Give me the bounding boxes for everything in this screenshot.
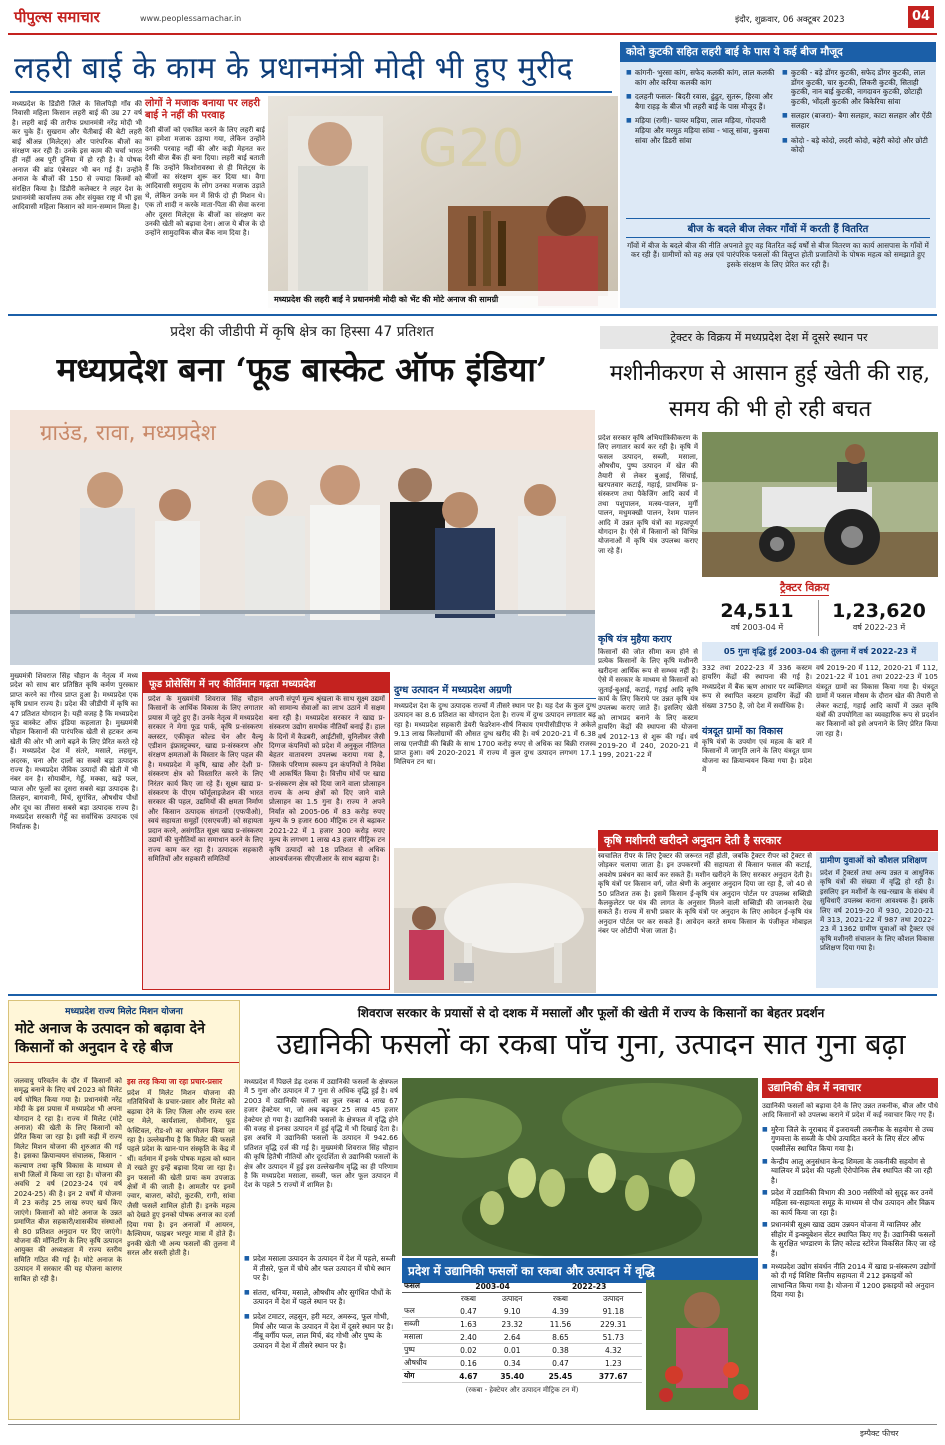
food-basket-photo-art xyxy=(10,410,595,665)
tractor-photo xyxy=(702,432,938,577)
top-story-headline: लहरी बाई के काम के प्रधानमंत्री मोदी भी हुए मुरीद xyxy=(14,51,574,86)
kodo-item: ■ कोदो - बड़े कोदो, लदरी कोदो, बहेरी कोदो और छोटी कोदो xyxy=(782,136,932,155)
milk-photo xyxy=(394,848,596,993)
milk-box xyxy=(394,682,596,992)
milk-title: दुग्ध उत्पादन में मध्यप्रदेश अग्रणी xyxy=(394,682,596,699)
masthead xyxy=(0,0,945,36)
kodo-left-list xyxy=(626,68,776,150)
horticulture-bullet: ■ प्रदेश मसाला उत्पादन के उत्पादन में देश में पहले, सब्जी में तीसरे, फूल में चौथे और फल उत्पादन में चौथे स्थान पर है। xyxy=(244,1254,398,1283)
horticulture-kicker: शिवराज सरकार के प्रयासों से दो दशक में मसालों और फूलों की खेती में राज्य के किसानों का बेहतर प्रदर्शन xyxy=(357,1006,825,1020)
table-cell: 8.65 xyxy=(536,1331,584,1344)
table-cell: 25.45 xyxy=(536,1370,584,1383)
horticulture-bullet: ■ प्रदेश टमाटर, लहसुन, हरी मटर, अमरूद, फूल गोभी, मिर्च और प्याज के उत्पादन में देश में दूसरे स्थान पर है। नींबू वर्गीय फल, लाल मिर्च, बंद गोभी और पुष्प के उत्पादन में देश में तीसरे स्थान पर है। xyxy=(244,1312,398,1350)
stat-divider xyxy=(818,600,819,636)
horticulture-bullet: ■ संतरा, धनिया, मसाले, औषधीय और सुगंधित पौधों के उत्पादन में देश में पहले स्थान पर है। xyxy=(244,1288,398,1307)
table-cell: योग xyxy=(402,1370,449,1383)
food-basket-col-left xyxy=(10,672,138,990)
seed-section xyxy=(626,218,930,269)
kodo-item: ■ मड़िया (रागी)- चायर मड़िया, लाल मड़िया, गोदपारी मड़िया और मरमुठ मड़िया सांवा - भालू सांवा, कुसवा सांवा और डिडरी सांवा xyxy=(626,116,776,145)
horticulture-table-wrap xyxy=(402,1280,642,1395)
food-basket-body: मुख्यमंत्री शिवराज सिंह चौहान के नेतृत्व में मध्य प्रदेश को साथ बार प्रतिष्ठित कृषि कर्मण पुरस्कार प्राप्त करने का गौरव प्राप्त हुआ है। मध्यप्रदेश एक कृषि प्रधान राज्य है। प्रदेश की जीडीपी में कृषि का 47 प्रतिशत योगदान है। यही वजह है कि मध्यप्रदेश फूड बास्केट ऑफ इंडिया कहलाता है। मुख्यमंत्री चौहान किसानों की पारंपरिक खेती से हटकर अन्य खेती की ओर भी आगे बढ़ने के लिए प्रेरित करते रहे हैं। मध्यप्रदेश देश में संतरे, मसाले, लहसुन, अदरक, चना और दालों का सबसे बड़ा उत्पादक राज्य है। मध्यप्रदेश जैविक उत्पादों की खेती में भी नंबर वन है। सोयाबीन, गेहूँ, मक्का, खड़े फल, प्याज और फूलों का दूसरा सबसे बड़ा उत्पादक है। तिलहन, बागवानी, मिर्च, सुगंधित, औषधीय पौधों और दूध का तीसरा सबसे बड़ा उत्पादक राज्य है। मध्यप्रदेश सरकारी गेहूँ का सर्वाधिक उत्पादक एवं निर्यातक है। xyxy=(10,672,138,831)
table-cell: 91.18 xyxy=(585,1305,642,1318)
millet-col-2 xyxy=(127,1077,235,1415)
table-row xyxy=(402,1357,642,1370)
stat-label: वर्ष 2022-23 में xyxy=(852,623,906,632)
horticulture-bullets xyxy=(244,1254,398,1404)
skill-title: ग्रामीण युवाओं को कौशल प्रशिक्षण xyxy=(820,856,927,866)
seed-body: गाँवों में बीज के बदले बीज की नीति अपनाते हुए वह वितरित कई वर्षों से बीज वितरण का कार्य आसपास के गाँवों में कर रही हैं। ग्रामीणों को वह अन्न एवं पारंपरिक फसलों की विलुप्त होती प्रजातियों के पोषक महत्व को समझाते हुए इसके संरक्षण के लिए प्रेरित कर रही हैं। xyxy=(627,241,929,269)
food-basket-kicker: प्रदेश की जीडीपी में कृषि क्षेत्र का हिस्सा 47 प्रतिशत xyxy=(170,324,434,340)
yantra-title: कृषि यंत्र मुहैया कराए xyxy=(598,634,672,645)
tractor-photo-art xyxy=(702,432,938,577)
masthead-rule xyxy=(8,33,937,35)
svg-text:G20: G20 xyxy=(418,119,525,179)
processing-body-1: प्रदेश के मुख्यमंत्री शिवराज सिंह चौहान किसानों के आर्थिक विकास के लिए लगातार प्रयास में जुटे हुए हैं। उनके नेतृत्व में मध्यप्रदेश सरकार ने मेगा फूड पार्क, कृषि प्र-संस्करण क्लस्टर, एकीकृत कोल्ड चेन और वैल्यू एडीशन इंफ्रास्ट्रक्चर, खाद्य प्र-संस्करण और संरक्षण क्षमताओं के विस्तार के लिए पहल की है। मध्यप्रदेश में कृषि, खाद्य और देशी प्र-संस्करण क्षेत्र को विस्तारित करने के लिए निरंतर कार्य किए जा रहे हैं। सूक्ष्म खाद्य प्र-संस्करण के पीएम फॉर्मूलाइजेशन की भारत सरकार की पहल, उद्यमियों की क्षमता निर्माण और किसान उत्पादक संगठनों (एफपीओ), स्वयं सहायता समूहों (एसएचजी) को सहायता प्रदान करने, असंगठित सूक्ष्म खाद्य प्र-संस्करण उद्यमों की चुनौतियों का समाधान करने के लिए राज्य काम कर रहा है। उत्पादक सहकारी समितियों और सहकारी समितियों xyxy=(148,695,263,863)
table-cell: 0.02 xyxy=(449,1344,488,1357)
innovation-intro: उद्यानिकी फसलों को बढ़ावा देने के लिए उन्नत तकनीक, बीज और पौधे आदि किसानों को उपलब्ध कराने में प्रदेश में कई नवाचार किए गए हैं। xyxy=(762,1102,938,1120)
footer-rule xyxy=(8,1424,937,1425)
sub-story-body: देसी बीजों को एकत्रित करने के लिए लहरी बाई का हमेशा मजाक उड़ाया गया, लेकिन उन्होंने उनकी परवाह नहीं की और कड़ी मेहनत कर देसी बीज बैंक ही बना दिया। लहरी बाई बताती हैं कि उन्होंने किशोरावस्था से ही मिलेट्स के बीजों का संरक्षण शुरू कर दिया था। वैगा आदिवासी समुदाय के लोग उनका मजाक उड़ाते थे, लेकिन उनके मन में सिर्फ दो ही मिशन थे। एक तो शादी न करके माता-पिता की सेवा करना और दूसरा मिलेट्स के बीजों का संरक्षण कर उनकी खेती को बढ़ावा देना। आज ये बीज के दो उन्होंने सामुदायिक बीज बैंक नाम दिया है। xyxy=(145,126,265,238)
kodo-item: ■ दलहनी फसल- बिदरी रवास, ढुंढुर, सुतरू, हिरवा और बैगा राहड़ के बीज भी लहरी बाई के पास मौजूद हैं। xyxy=(626,92,776,111)
table-cell: 0.38 xyxy=(536,1344,584,1357)
tomato-photo xyxy=(646,1280,758,1410)
lahari-bai-photo xyxy=(268,96,618,308)
subsidy-body: स्वचालित रीपर के लिए ट्रैक्टर की जरूरत नहीं होती, जबकि ट्रैक्टर रीपर को ट्रैक्टर से जोड़कर चलाया जाता है। इन उपकरणों की सहायता से किसान फसल की कटाई, अवशेष प्रबंधन का कार्य कर सकते हैं। मशीन खरीदने के लिए सरकार अनुदान देती है। कृषि यंत्रों पर किसान वर्ग, जोत श्रेणी के अनुसार अनुदान दिया जा रहा है, जो 40 से 50 प्रतिशत तक है। इसमें किसान ई-कृषि यंत्र अनुदान पोर्टल पर उपलब्ध सब्सिडी कैलकुलेटर पर यंत्र की लागत के अनुसार मिलने वाली सब्सिडी की जानकारी देख सकते हैं। राज्य में सभी प्रकार के कृषि यंत्रों पर अनुदान के लिए आवेदन ई-कृषि यंत्र अनुदान पोर्टल पर कर सकते हैं। आवेदन करते समय किसान के पंजीकृत मोबाइल नंबर पर ओटीपी भेजा जाता है। xyxy=(598,852,812,936)
seed-title: बीज के बदले बीज लेकर गाँवों में करती हैं वितरित xyxy=(626,218,930,238)
horticulture-table-title: प्रदेश में उद्यानिकी फसलों का रकबा और उत्पादन में वृद्धि xyxy=(402,1258,758,1283)
millet-body-2-head: इस तरह किया जा रहा प्रचार-प्रसार xyxy=(127,1077,223,1086)
dateline: इंदौर, शुक्रवार, 06 अक्टूबर 2023 xyxy=(735,15,845,25)
table-cell: पुष्प xyxy=(402,1344,449,1357)
milk-body: मध्यप्रदेश देश के दुग्ध उत्पादक राज्यों में तीसरे स्थान पर है। यह देश के कुल दुग्ध उत्पादन का 8.6 प्रतिशत का योगदान देता है। राज्य में दुग्ध उत्पादन लगातार बढ़ रहा है। मध्यप्रदेश सहकारी डेयरी फेडरेशन-शीर्ष निकाय एमपीसीडीएफ ने अकेले 9.13 लाख किलोग्रामों की औसत दुग्ध खरीद की है। वर्ष 2020-21 में 6.38 लाख एलपीडी की बिक्री के साथ 1700 करोड़ रुपए से अधिक का बिक्री राजस्व प्राप्त हुआ। वर्ष 2020-2021 में राज्य में कुल दुग्ध उत्पादन लगभग 17.1 मिलियन टन था। xyxy=(394,702,596,767)
innovation-list xyxy=(762,1125,938,1300)
table-subheader: उत्पादन xyxy=(603,1294,624,1303)
table-row xyxy=(402,1305,642,1318)
milk-photo-art xyxy=(394,848,596,993)
table-subheader: रकबा xyxy=(460,1294,476,1303)
table-cell: मसाला xyxy=(402,1331,449,1344)
innovation-item: ■ प्रधानमंत्री सूक्ष्म खाद्य उद्यम उन्नयन योजना में ग्वालियर और सीहोर में इन्क्यूबेशन सेंटर स्थापित किए गए हैं। उद्यानिकी फसलों के सुरक्षित भण्डारण के लिए कोल्ड स्टोरेज विकसित किए जा रहे हैं। xyxy=(762,1220,938,1258)
skill-body: प्रदेश में ट्रैक्टर्स तथा अन्य उन्नत व आधुनिक कृषि यंत्रों की संख्या में वृद्धि हो रही है। इसलिए इन मशीनों के रख-रखाव के संबंध में सुविधाएँ उपलब्ध कराना आवश्यक है। इसके लिए वर्ष 2019-20 में 930, 2020-21 में 313, 2021-22 में 987 तथा 2022-23 में 1362 ग्रामीण युवाओं को ट्रैक्टर एवं कृषि मशीनरी संचालन के लिए कौशल विकास प्रशिक्षण दिया गया है। xyxy=(820,869,934,953)
table-row xyxy=(402,1318,642,1331)
table-header: 2022-23 xyxy=(536,1280,642,1293)
kodo-item: ■ सलहार (बाजरा)- बैगा सलहार, काटा सलहार और ऐंठी सलहार xyxy=(782,111,932,130)
millet-body-1: जलवायु परिवर्तन के दौर में किसानों को समृद्ध बनाने के लिए वर्ष 2023 को मिलेट वर्ष घोषित किया गया है। प्रधानमंत्री नरेंद्र मोदी के इस प्रयास में मध्यप्रदेश भी अपना योगदान दे रहा है। राज्य में मिलेट (मोटे अनाज) की खेती के लिए किसानों को प्रेरित किया जा रहा है। इसी कड़ी में राज्य मिलेट मिशन योजना की शुरुआत की गई है। इसका क्रियान्वयन संचालक, किसान - कल्याण तथा कृषि विकास के माध्यम से सभी जिलों में किया जा रहा है। योजना की अवधि 2 वर्ष (2023-24 एवं वर्ष 2024-25) की है। इन 2 वर्षों में योजना में 23 करोड़ 25 लाख रुपए खर्च किए जाएंगे। किसानों को मोटे अनाज के उन्नत प्रमाणित बीज सहकारी/शासकीय संस्थाओं से 80 प्रतिशत अनुदान पर दिए जाएंगे। योजना की मॉनिटरिंग के लिए कृषि उत्पादन आयुक्त की अध्यक्षता में राज्य स्तरीय समिति गठित की गई है। मोटे अनाज के उत्पादन में सरकार की यह योजना कारगर साबित हो रही है। xyxy=(14,1077,122,1283)
millet-box xyxy=(8,1000,240,1420)
table-note: (रकबा - हेक्टेयर और उत्पादन मीट्रिक टन में) xyxy=(465,1386,579,1394)
skill-box xyxy=(816,852,938,988)
table-header: फसल xyxy=(402,1280,449,1293)
table-cell: 2.64 xyxy=(488,1331,536,1344)
table-cell: 0.01 xyxy=(488,1344,536,1357)
processing-box xyxy=(142,672,390,990)
sub-story-headline: लोगों ने मजाक बनाया पर लहरी बाई ने नहीं की परवाह xyxy=(145,98,260,121)
food-basket-headline: मध्यप्रदेश बना ‘फूड बास्केट ऑफ इंडिया’ xyxy=(56,350,548,389)
millet-body-2: प्रदेश में मिलेट मिशन योजना की गतिविधियों के प्रचार-प्रसार और मिलेट को बढ़ावा देने के लिए जिला और राज्य स्तर पर मेले, कार्यशाला, सेमीनार, फूड फेस्टिवल, रोड-शो का आयोजन किया जा रहा है। उल्लेखनीय है कि मिलेट की फसलें पहले प्रदेश के खान-पान संस्कृति के केंद्र में थीं। वर्तमान में इनके पोषक महत्व को ध्यान में रखते हुए इन्हें बढ़ावा दिया जा रहा है। इन फसलों की खेती प्रायः कम उपजाऊ क्षेत्रों में की जाती है। आमतौर पर इनमें ज्वार, बाजरा, कोदो, कुटकी, रागी, सांवा जैसी फसलें शामिल होती हैं। इनके महत्व को देखते हुए इनको पोषक अनाज का दर्जा दिया गया है। इन अनाजों में आयरन, कैल्शियम, फाइबर भरपूर मात्रा में होते हैं। इनकी खेती भी अन्य फसलों की तुलना में सरल और सस्ती होती है। xyxy=(127,1089,235,1257)
yantra-body: किसानों की जोत सीमा कम होने से प्रत्येक किसानों के लिए कृषि मशीनरी खरीदना आर्थिक रूप से सम्भव नहीं है। ऐसे में सरकार के माध्यम से किसानों को जुताई-बुआई, कटाई, गहाई आदि कृषि कार्य के लिए किराये पर उन्नत कृषि यंत्र उपलब्ध कराए जाते हैं। इसलिए खेती को लाभप्रद बनाने के लिए कस्टम हायरिंग केंद्रों की स्थापना की योजना वर्ष 2012-13 से शुरू की गई। वर्ष 2019-20 में 240, 2020-21 में 199, 2021-22 में xyxy=(598,648,698,760)
table-cell: 2.40 xyxy=(449,1331,488,1344)
innovation-title: उद्यानिकी क्षेत्र में नवाचार xyxy=(762,1078,938,1098)
table-cell: 51.73 xyxy=(585,1331,642,1344)
photo-caption: मध्यप्रदेश की लहरी बाई ने प्रधानमंत्री मोदी को भेंट की मोटे अनाज की सामग्री xyxy=(268,291,618,308)
processing-title: फूड प्रोसेसिंग में नए कीर्तिमान गढ़ता मध्यप्रदेश xyxy=(143,673,389,693)
millet-headline: मोटे अनाज के उत्पादन को बढ़ावा देने किसानों को अनुदान दे रहे बीज xyxy=(9,1020,239,1063)
section-divider xyxy=(8,994,937,996)
horticulture-headline: उद्यानिकी फसलों का रकबा पाँच गुना, उत्पादन सात गुना बढ़ा xyxy=(276,1027,906,1061)
table-cell: 0.16 xyxy=(449,1357,488,1370)
table-cell: 35.40 xyxy=(488,1370,536,1383)
innovation-item: ■ केन्द्रीय आलू अनुसंधान केन्द्र शिमला के तकनीकी सहयोग से ग्वालियर में प्रदेश की पहली ऐरोपोनिक लैब स्थापित की जा रही है। xyxy=(762,1157,938,1186)
gram-body-2: वर्ष 2019-20 में 112, 2020-21 में 112, 2021-22 में 101 तथा 2022-23 में 105 यंत्रदूत ग्रामों का विकास किया गया है। यंत्रदूत ग्रामों में फसल मौसम के दौरान खेत की तैयारी से लेकर कटाई, गहाई आदि कार्यों में उन्नत कृषि यंत्रों की उपयोगिता का व्यवहारिक रूप से प्रदर्शन कर किसानों को इसे अपनाने के लिए प्रेरित किया जा रहा है। xyxy=(816,664,938,738)
innovation-item: ■ मध्यप्रदेश उद्योग संवर्धन नीति 2014 में खाद्य प्र-संस्करण उद्योगों को दी गई विशिष्ट वित्तीय सहायता में 212 इकाइयों को लाभान्वित किया गया है। योजना में 1200 इकाइयों को अनुदान दिया गया है। xyxy=(762,1262,938,1300)
food-basket-photo xyxy=(10,410,595,665)
table-row xyxy=(402,1331,642,1344)
processing-body-2: अपनी संपूर्ण मूल्य श्रृंखला के साथ सूक्ष्म उद्यमों को सामान्य सेवाओं का लाभ उठाने में सक्षम बना रही है। मध्यप्रदेश सरकार ने खाद्य प्र-संस्करण उद्योग समर्थक नीतियाँ बनाई हैं। हाल के दिनों में कैडबरी, आईटीसी, यूनिलीवर जैसी दिग्गज कंपनियों को प्रदेश में अनुकूल नीतिगत बेहतर वातावरण उपलब्ध कराया गया है, जिसके परिणाम स्वरूप इन कंपनियों ने निवेश भी आकर्षित किया है। वित्तीय मोर्चे पर खाद्य प्र-संस्करण क्षेत्र को दिया जाने वाला प्रोत्साहन राज्य के अन्य क्षेत्रों को दिए जाने वाले प्रोत्साहन का 1.5 गुना है। राज्य ने अपने निर्यात को 2005-06 में 83 करोड़ रुपए मूल्य के 9 हजार 600 मीट्रिक टन से बढ़ाकर 2021-22 में 1 हजार 300 करोड़ रुपए मूल्य के लगभग 1 लाख 43 हजार मीट्रिक टन कृषि उत्पादों को 18 प्रतिशत से अधिक आश्चर्यजनक सीएजीआर के साथ बढ़ाया है। xyxy=(269,695,385,863)
table-cell: 11.56 xyxy=(536,1318,584,1331)
table-cell: 9.10 xyxy=(488,1305,536,1318)
stat-value: 1,23,620 xyxy=(832,600,926,622)
website-url[interactable]: www.peoplessamachar.in xyxy=(140,14,242,23)
yantra-body-2: 332 तथा 2022-23 में 336 कस्टम हायरिंग केंद्रों की स्थापना की गई है। मध्यप्रदेश में बैंक ऋण आधार पर व्यक्तिगत रूप से स्थापित कस्टम हायरिंग केंद्रों की संख्या 3750 है, जो देश में सर्वाधिक है। xyxy=(702,664,812,710)
mango-photo xyxy=(402,1078,758,1256)
table-row xyxy=(402,1344,642,1357)
tractor-kicker: ट्रेक्टर के विक्रय में मध्यप्रदेश देश में दूसरे स्थान पर xyxy=(600,326,938,349)
tractor-stat-1 xyxy=(702,600,812,633)
kodo-item: ■ कुटकी - बड़े डोंगर कुटकी, सफेद डोंगर कुटकी, लाल डोंगर कुटकी, चार कुटकी, लिकरी कुटकी, सिताही कुटकी, नान बाई कुटकी, नागदावन कुटकी, छोटाही कुटकी, भोंदली कुटकी और बिकेरिया सांवा xyxy=(782,68,932,106)
table-subheader-row xyxy=(402,1293,642,1306)
banner-text: ग्राउंड, रावा, मध्यप्रदेश xyxy=(40,421,216,446)
table-cell: 377.67 xyxy=(585,1370,642,1383)
table-cell: 0.34 xyxy=(488,1357,536,1370)
table-cell: 23.32 xyxy=(488,1318,536,1331)
table-header-row xyxy=(402,1280,642,1293)
table-cell: 1.23 xyxy=(585,1357,642,1370)
tractor-stat-2 xyxy=(824,600,934,633)
table-cell: औषधीय xyxy=(402,1357,449,1370)
table-cell: 4.39 xyxy=(536,1305,584,1318)
kodo-box-title: कोदो कुटकी सहित लहरी बाई के पास ये कई बीज मौजूद xyxy=(620,42,936,62)
table-row xyxy=(402,1370,642,1383)
table-cell: 1.63 xyxy=(449,1318,488,1331)
top-story-body: मध्यप्रदेश के डिंडौरी जिले के सिलपिड़ी गाँव की निवासी महिला किसान लहरी बाई की उम्र 27 वर्ष है। लहरी बाई की तारीफ प्रधानमंत्री नरेंद्र मोदी भी कर चुके हैं। सुखराम और चैतीबाई की बेटी लहरी बाई श्रीअन्न (मिलेट्स) और पारंपरिक बीजों का संरक्षण कर रही हैं। उनके इस काम की चर्चा भारत ही नहीं अब पूरी दुनिया में हो रही है। वे पोषक अनाज की ब्रांड एंबेसडर भी बन गई हैं। उन्होंने अनाज के बीजों की 150 से ज्यादा किस्मों को संरक्षित किया है। डिंडौरी कलेक्टर ने लहर देश के प्रधानमंत्री कार्यालय तक और संयुक्त राष्ट्र में भी इस आदिवासी महिला किसान को मान-सम्मान मिला है। xyxy=(12,100,142,212)
lahari-bai-photo-art xyxy=(268,96,618,308)
table-subheader: रकबा xyxy=(552,1294,568,1303)
tractor-headline: मशीनीकरण से आसान हुई खेती की राह, समय की भी हो रही बचत xyxy=(609,361,931,422)
innovation-item: ■ मुरैना जिले के नूराबाद में इजरायली तकनीक के सहयोग से उच्च गुणवत्ता के सब्जी के पौधे उत्पादित करने के लिए सेंटर ऑफ एक्सीलेंस स्थापित किया गया है। xyxy=(762,1125,938,1154)
table-header: 2003-04 xyxy=(449,1280,536,1293)
stat-value: 24,511 xyxy=(720,600,794,622)
table-cell: 4.32 xyxy=(585,1344,642,1357)
gram-body: कृषि यंत्रों के उपयोग एवं महत्व के बारे में किसानों में जागृति लाने के लिए यंत्रदूत ग्राम योजना का क्रियान्वयन किया गया है। प्रदेश में xyxy=(702,738,812,775)
tractor-stats-title: ट्रैक्टर विक्रय xyxy=(780,581,830,594)
kodo-right-list xyxy=(782,68,932,160)
table-cell: फल xyxy=(402,1305,449,1318)
newspaper-logo: पीपुल्स समाचार xyxy=(14,8,100,26)
stat-label: वर्ष 2003-04 में xyxy=(730,623,784,632)
innovation-item: ■ प्रदेश में उद्यानिकी विभाग की 300 नर्सरियों को सुदृढ़ कर उनमें महिला स्व-सहायता समूह के माध्यम से पौध उत्पादन और विक्रय का कार्य किया जा रहा है। xyxy=(762,1188,938,1217)
table-cell: सब्जी xyxy=(402,1318,449,1331)
kodo-item: ■ कांगनी- भुरसा कांग, सफेद कलकी कांग, लाल कलकी कांग और करिया कलकी कांग xyxy=(626,68,776,87)
headline-rule xyxy=(10,91,612,93)
table-cell: 0.47 xyxy=(449,1305,488,1318)
mango-photo-art xyxy=(402,1078,758,1256)
table-subheader xyxy=(402,1293,449,1306)
gram-title: यंत्रदूत ग्रामों का विकास xyxy=(702,726,783,737)
table-subheader: उत्पादन xyxy=(502,1294,523,1303)
table-cell: 0.47 xyxy=(536,1357,584,1370)
section-divider xyxy=(8,314,937,316)
horticulture-table xyxy=(402,1280,642,1383)
kodo-box xyxy=(620,42,936,308)
tractor-body: प्रदेश सरकार कृषि अभियांत्रिकीकरण के लिए लगातार कार्य कर रही है। कृषि में फसल उत्पादन, सब्जी, मसाला, औषधीय, पुष्प उत्पादन में खेत की तैयारी से लेकर बुआई, सिंचाई, खरपतवार कटाई, गहाई, प्राथमिक प्र-संस्करण तथा पैकेजिंग आदि कार्य में तथा पशुपालन, मत्स्य-पालन, मुर्गी पालन, मधुमक्खी पालन, रेशम पालन आदि में उन्नत कृषि यंत्रों का महत्वपूर्ण योगदान है। ऐसे में किसानों को विभिन्न योजनाओं में कृषि यंत्र उपलब्ध कराए जा रहे हैं। xyxy=(598,434,698,555)
sub-story xyxy=(145,98,265,306)
table-cell: 229.31 xyxy=(585,1318,642,1331)
table-cell: 4.67 xyxy=(449,1370,488,1383)
innovation-box xyxy=(762,1078,938,1418)
footer-label: इम्पैक्ट फीचर xyxy=(860,1429,899,1438)
page-number: 04 xyxy=(908,6,934,28)
subsidy-title: कृषि मशीनरी खरीदने अनुदान देती है सरकार xyxy=(598,830,938,851)
tomato-photo-art xyxy=(646,1280,758,1410)
horticulture-body: मध्यप्रदेश में पिछले डेढ़ दशक में उद्यानिकी फसलों के क्षेत्रफल में 5 गुना और उत्पादन में 7 गुना से अधिक वृद्धि हुई है। वर्ष 2003 में उद्यानिकी फसलों का कुल रकबा 4 लाख 67 हजार हेक्टेयर था, जो अब बढ़कर 25 लाख 45 हजार हेक्टेयर हो गया है। उद्यानिकी फसलों के क्षेत्रफल में वृद्धि होने की वजह से इनका उत्पादन में हुई वृद्धि में भी दिखाई देता है। इस अवधि में उद्यानिकी फसलों के उत्पादन में 942.66 प्रतिशत वृद्धि दर्ज की गई है। मुख्यमंत्री शिवराज सिंह चौहान की कृषि हितैषी नीतियों और दूरदर्शिता से उद्यानिकी फसलों के क्षेत्र और उत्पादन में हुई इस उल्लेखनीय वृद्धि का ही परिणाम है कि मध्यप्रदेश मसाला, सब्जी, फल और फूल उत्पादन में देश के पहले 5 राज्यों में शामिल है। xyxy=(244,1078,398,1190)
growth-note: 05 गुना वृद्धि हुई 2003-04 की तुलना में वर्ष 2022-23 में xyxy=(702,642,938,661)
millet-kicker: मध्यप्रदेश राज्य मिलेट मिशन योजना xyxy=(65,1007,183,1017)
